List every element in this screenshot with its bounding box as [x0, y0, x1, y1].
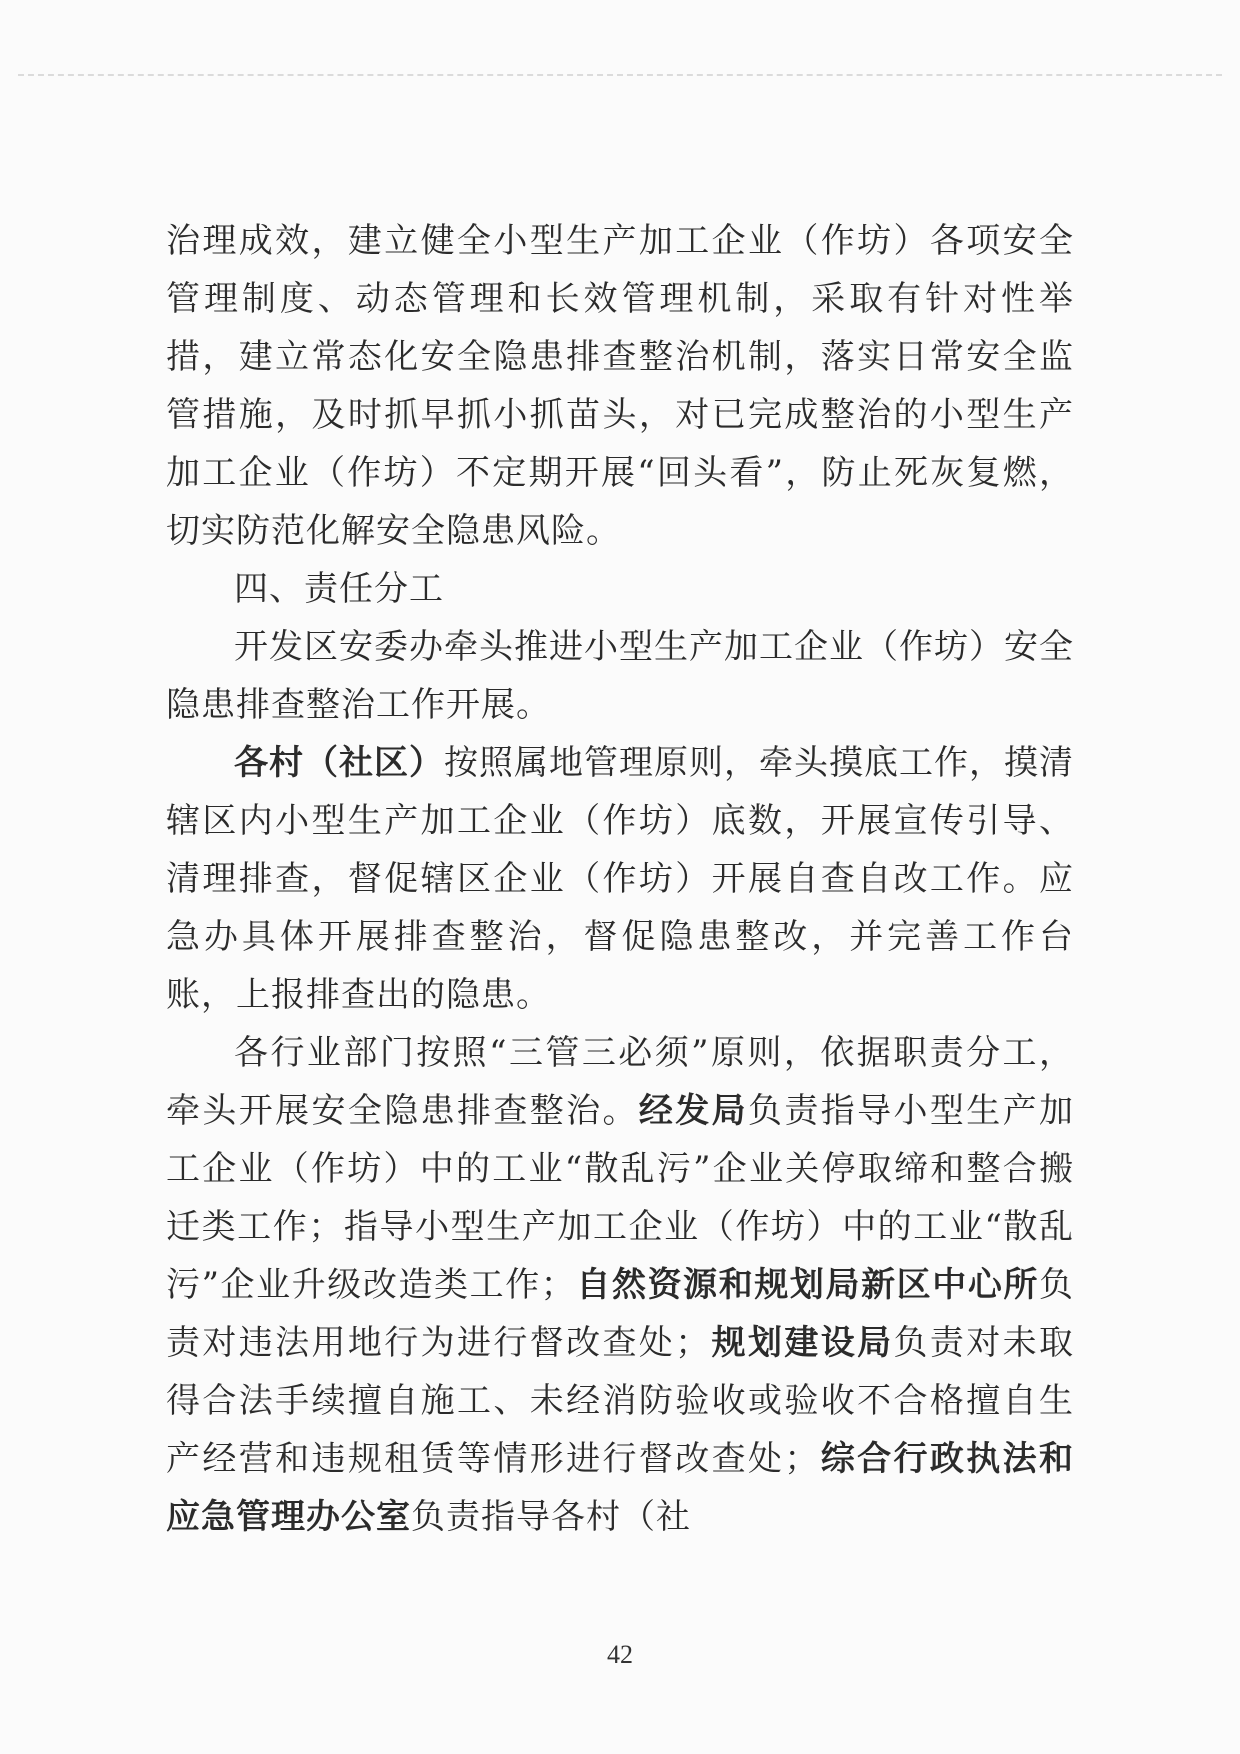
economic-bureau-label: 经发局 — [638, 1091, 748, 1131]
natural-resources-text: 负责对违法用地行为进行督改查处； — [166, 1265, 1074, 1363]
paragraph-departments — [166, 1024, 1074, 1546]
section-heading-responsibilities: 四、责任分工 — [234, 569, 444, 609]
enforcement-office-label: 综合行政执法和应急管理办公室 — [166, 1439, 1074, 1537]
paragraph-safety-office: 开发区安委办牵头推进小型生产加工企业（作坊）安全隐患排查整治工作开展。 — [166, 627, 1074, 725]
planning-bureau-label: 规划建设局 — [710, 1323, 894, 1363]
villages-label: 各村（社区） — [234, 743, 444, 783]
paragraph-governance-effect: 治理成效，建立健全小型生产加工企业（作坊）各项安全管理制度、动态管理和长效管理机制，采取有针对性举措，建立常态化安全隐患排查整治机制，落实日常安全监管措施，及时抓早抓小抓苗头，对已完成整治的小型生产加工企业（作坊）不定期开展“回头看”，防止死灰复燃，切实防范化解安全隐患风险。 — [166, 221, 1074, 551]
economic-bureau-text: 负责指导小型生产加工企业（作坊）中的工业“散乱污”企业关停取缔和整合搬迁类工作；指导小型生产加工企业（作坊）中的工业“散乱污”企业升级改造类工作； — [166, 1091, 1074, 1305]
villages-text: 按照属地管理原则，牵头摸底工作，摸清辖区内小型生产加工企业（作坊）底数，开展宣传引导、清理排查，督促辖区企业（作坊）开展自查自改工作。应急办具体开展排查整治，督促隐患整改，并完善工作台账，上报排查出的隐患。 — [166, 743, 1074, 1015]
enforcement-office-text: 负责指导各村（社 — [411, 1497, 691, 1537]
paragraph-villages — [166, 734, 1074, 1024]
departments-intro: 各行业部门按照“三管三必须”原则，依据职责分工，牵头开展安全隐患排查整治。 — [166, 1033, 1074, 1131]
document-body — [166, 212, 1074, 1546]
planning-bureau-text: 负责对未取得合法手续擅自施工、未经消防验收或验收不合格擅自生产经营和违规租赁等情形进行督改查处； — [166, 1323, 1074, 1479]
scan-edge-artifact — [18, 74, 1222, 76]
page-number: 42 — [607, 1640, 633, 1669]
natural-resources-label: 自然资源和规划局新区中心所 — [575, 1265, 1039, 1305]
